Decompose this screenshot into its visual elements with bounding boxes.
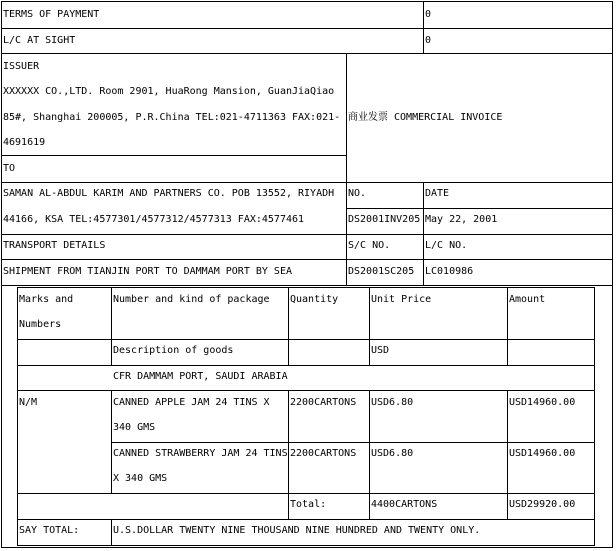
column-divider [369,287,370,365]
item-amount: USD14960.00 [509,397,576,408]
row-divider [17,365,595,366]
package-header: Number and kind of package [113,294,270,305]
column-divider [507,287,508,365]
column-divider [346,53,347,285]
row-divider [17,390,595,391]
item-quantity: 2200CARTONS [290,448,357,459]
lc-at-sight-label: L/C AT SIGHT [3,35,76,46]
invoice-date-value: May 22, 2001 [425,214,498,225]
issuer-address-line: XXXXXX CO.,LTD. Room 2901, HuaRong Mansion, GuanJiaQiao [3,86,335,97]
item-description: CANNED APPLE JAM 24 TINS X [113,397,270,408]
row-divider [346,208,613,209]
marks-header: Numbers [19,319,62,330]
item-quantity: 2200CARTONS [290,397,357,408]
lc-number-label: L/C NO. [425,240,468,251]
sales-contract-value: DS2001SC205 [348,266,415,277]
row-divider [17,519,595,520]
terms-of-payment-label: TERMS OF PAYMENT [3,9,100,20]
row-divider [1,234,613,235]
issuer-label: ISSUER [3,61,40,72]
consignee-address-line: 44166, KSA TEL:4577301/4577312/4577313 FAX:4577461 [3,214,305,225]
row-divider [1,285,613,286]
invoice-date-label: DATE [425,188,450,199]
amount-header: Amount [509,294,546,305]
column-divider [111,519,112,546]
say-total-value: U.S.DOLLAR TWENTY NINE THOUSAND NINE HUNDRED AND TWENTY ONLY. [113,525,481,536]
item-description: CANNED STRAWBERRY JAM 24 TINS [113,448,288,459]
lc-number-value: LC010986 [425,266,474,277]
row-divider [17,493,595,494]
trade-term: CFR DAMMAM PORT, SAUDI ARABIA [113,371,288,382]
consignee-address-line: SAMAN AL-ABDUL KARIM AND PARTNERS CO. POB 13552, RIYADH [3,188,335,199]
column-divider [423,1,424,53]
say-total-label: SAY TOTAL: [19,525,80,536]
issuer-address-line: 85#, Shanghai 200005, P.R.China TEL:021-4711363 FAX:021- [3,112,341,123]
column-divider [111,287,112,365]
issuer-address-line: 4691619 [3,137,46,148]
row-divider [1,259,613,260]
quantity-header: Quantity [290,294,339,305]
transport-details-label: TRANSPORT DETAILS [3,240,106,251]
currency-label: USD [371,345,390,356]
shipping-marks: N/M [19,397,38,408]
marks-header: Marks and [19,294,74,305]
row-divider [111,442,595,443]
row-divider [1,28,613,29]
column-divider [423,182,424,285]
item-unit-price: USD6.80 [371,397,414,408]
row-divider [1,182,613,183]
column-divider [288,390,289,519]
item-unit-price: USD6.80 [371,448,414,459]
total-quantity: 4400CARTONS [371,499,438,510]
terms-of-payment-value: 0 [425,9,432,20]
to-label: TO [3,163,16,174]
total-amount: USD29920.00 [509,499,576,510]
row-divider [1,155,346,156]
transport-details-value: SHIPMENT FROM TIANJIN PORT TO DAMMAM PORT BY SEA [3,266,292,277]
unit-price-header: Unit Price [371,294,432,305]
column-divider [369,390,370,519]
lc-at-sight-value: 0 [425,35,432,46]
row-divider [17,339,595,340]
sales-contract-label: S/C NO. [348,240,391,251]
column-divider [111,390,112,493]
invoice-title: 商业发票 COMMERCIAL INVOICE [348,112,503,123]
row-divider [1,53,613,54]
invoice-number-value: DS2001INV205 [348,214,421,225]
total-label: Total: [290,499,327,510]
item-amount: USD14960.00 [509,448,576,459]
item-description: X 340 GMS [113,473,168,484]
column-divider [288,287,289,365]
item-description: 340 GMS [113,422,156,433]
column-divider [507,390,508,519]
description-of-goods-label: Description of goods [113,345,234,356]
invoice-number-label: NO. [348,188,367,199]
